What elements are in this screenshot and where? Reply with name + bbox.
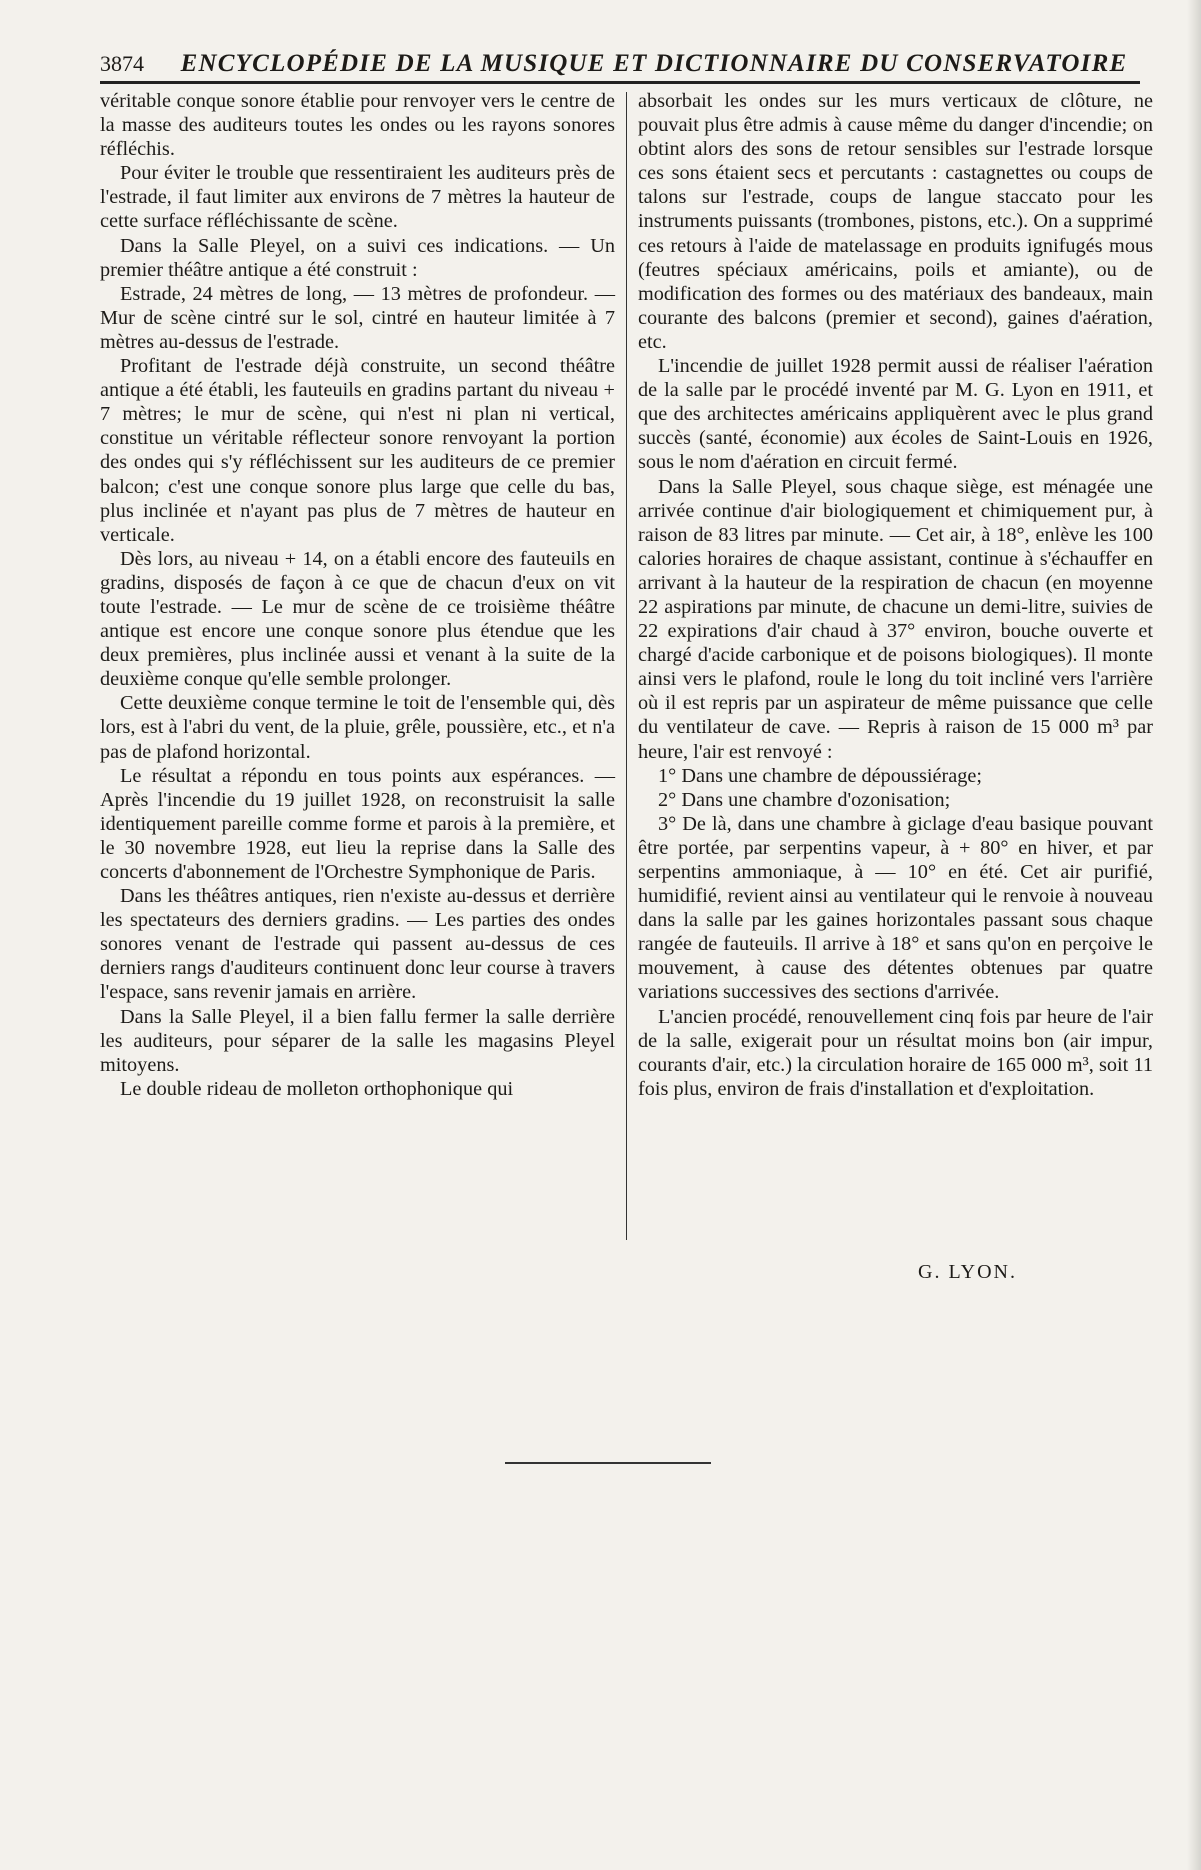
paragraph: absorbait les ondes sur les murs verticaux de clôture, ne pouvait plus être admis à cause même du danger d'incendie; on obtint alors des sons de retour sensibles sur l'estrade lorsque ces sons étaient secs et percutants : castagnettes ou coups de talons sur l'estrade, coups de langue staccato pour les instruments puissants (trombones, pistons, etc.). On a supprimé ces retours à l'aide de matelassage en produits ignifugés mous (feutres spéciaux américains, poils et amiante), ou de modification des formes ou des matériaux des bandeaux, main courante des balcons (premier et second), gaines d'aération, etc. [638, 90, 1153, 353]
paragraph: Dès lors, au niveau + 14, on a établi encore des fauteuils en gradins, disposés de façon à ce que de chacun d'eux on vit toute l'estrade. — Le mur de scène de ce troisième théâtre antique est encore une conque sonore plus étendue que les deux premières, plus inclinée aussi et venant à la suite de la deuxième conque qu'elle semble prolonger. [100, 547, 615, 691]
paragraph: Dans la Salle Pleyel, sous chaque siège, est ménagée une arrivée continue d'air biologiquement et chimiquement pur, à raison de 83 litres par minute. — Cet air, à 18°, enlève les 100 calories horaires de chaque assistant, continue à s'échauffer en arrivant à la hauteur de la respiration de chacun (en moyenne 22 aspirations par minute, de chacune un demi-litre, suivies de 22 expirations d'air chaud à 37° environ, bouche ouverte et chargé d'acide carbonique et de poisons biologiques). Il monte ainsi vers le plafond, roule le long du toit incliné vers l'arrière où il est repris par un aspirateur de même puissance que celle du ventilateur de cave. — Repris à raison de 15 000 m³ par heure, l'air est renvoyé : [638, 475, 1153, 763]
left-column [100, 89, 615, 1101]
header-rule [100, 81, 1140, 84]
paragraph: véritable conque sonore établie pour renvoyer vers le centre de la masse des auditeurs toutes les ondes ou les rayons sonores réfléchis. [100, 90, 615, 161]
list-item: 1° Dans une chambre de dépoussiérage; [658, 764, 983, 787]
running-title: ENCYCLOPÉDIE DE LA MUSIQUE ET DICTIONNAIRE DU CONSERVATOIRE [180, 50, 1128, 77]
end-rule [505, 1462, 711, 1464]
column-divider [626, 92, 627, 1240]
paragraph: L'ancien procédé, renouvellement cinq fois par heure de l'air de la salle, exigerait pour un résultat moins bon (air impur, courants d'air, etc.) la circulation horaire de 165 000 m³, soit 11 fois plus, environ de frais d'installation et d'exploitation. [638, 1005, 1153, 1100]
page-edge-shadow [1187, 0, 1201, 1870]
paragraph: Estrade, 24 mètres de long, — 13 mètres de profondeur. — Mur de scène cintré sur le sol, cintré en hauteur limitée à 7 mètres au-dessus de l'estrade. [100, 282, 615, 353]
list-item: 3° De là, dans une chambre à giclage d'eau basique pouvant être portée, par serpentins vapeur, à + 80° en hiver, et par serpentins ammoniaque, à — 10° en été. Cet air purifié, humidifié, revient ainsi au ventilateur qui le renvoie à nouveau dans la salle par les gaines horizontales passant sous chaque rangée de fauteuils. Il arrive à 18° et sans qu'on en perçoive le mouvement, à cause des détentes obtenues par quatre variations successives des sections d'arrivée. [638, 812, 1153, 1004]
list-item: 2° Dans une chambre d'ozonisation; [658, 788, 951, 811]
author-signature: G. LYON. [918, 1261, 1017, 1283]
paragraph: Dans la Salle Pleyel, on a suivi ces indications. — Un premier théâtre antique a été construit : [100, 234, 615, 281]
paragraph: Dans la Salle Pleyel, il a bien fallu fermer la salle derrière les auditeurs, pour séparer de la salle les magasins Pleyel mitoyens. [100, 1005, 615, 1076]
paragraph: Pour éviter le trouble que ressentiraient les auditeurs près de l'estrade, il faut limiter aux environs de 7 mètres la hauteur de cette surface réfléchissante de scène. [100, 162, 615, 233]
paragraph: Cette deuxième conque termine le toit de l'ensemble qui, dès lors, est à l'abri du vent, de la pluie, grêle, poussière, etc., et n'a pas de plafond horizontal. [100, 692, 615, 763]
page-header [100, 50, 1130, 78]
paragraph: Profitant de l'estrade déjà construite, un second théâtre antique a été établi, les fauteuils en gradins partant du niveau + 7 mètres; le mur de scène, qui n'est ni plan ni vertical, constitue un véritable réflecteur sonore renvoyant la portion des ondes qui s'y réfléchissent sur les auditeurs de ce premier balcon; c'est une conque sonore plus large que celle du bas, plus inclinée et n'ayant pas plus de 7 mètres de hauteur en verticale. [100, 355, 615, 546]
page-number: 3874 [100, 51, 144, 76]
paragraph: Le résultat a répondu en tous points aux espérances. — Après l'incendie du 19 juillet 1928, on reconstruisit la salle identiquement pareille comme forme et parois à la première, et le 30 novembre 1928, eut lieu la reprise dans la Salle des concerts d'abonnement de l'Orchestre Symphonique de Paris. [100, 764, 615, 883]
paragraph: Dans les théâtres antiques, rien n'existe au-dessus et derrière les spectateurs des derniers gradins. — Les parties des ondes sonores venant de l'estrade qui passent au-dessus de ces derniers rangs d'auditeurs continuent donc leur course à travers l'espace, sans revenir jamais en arrière. [100, 885, 615, 1004]
paragraph: Le double rideau de molleton orthophonique qui [120, 1077, 514, 1100]
right-column [638, 89, 1153, 1101]
paragraph: L'incendie de juillet 1928 permit aussi de réaliser l'aération de la salle par le procédé inventé par M. G. Lyon en 1911, et que des architectes américains appliquèrent avec le plus grand succès (santé, économie) aux écoles de Saint-Louis en 1926, sous le nom d'aération en circuit fermé. [638, 355, 1153, 474]
